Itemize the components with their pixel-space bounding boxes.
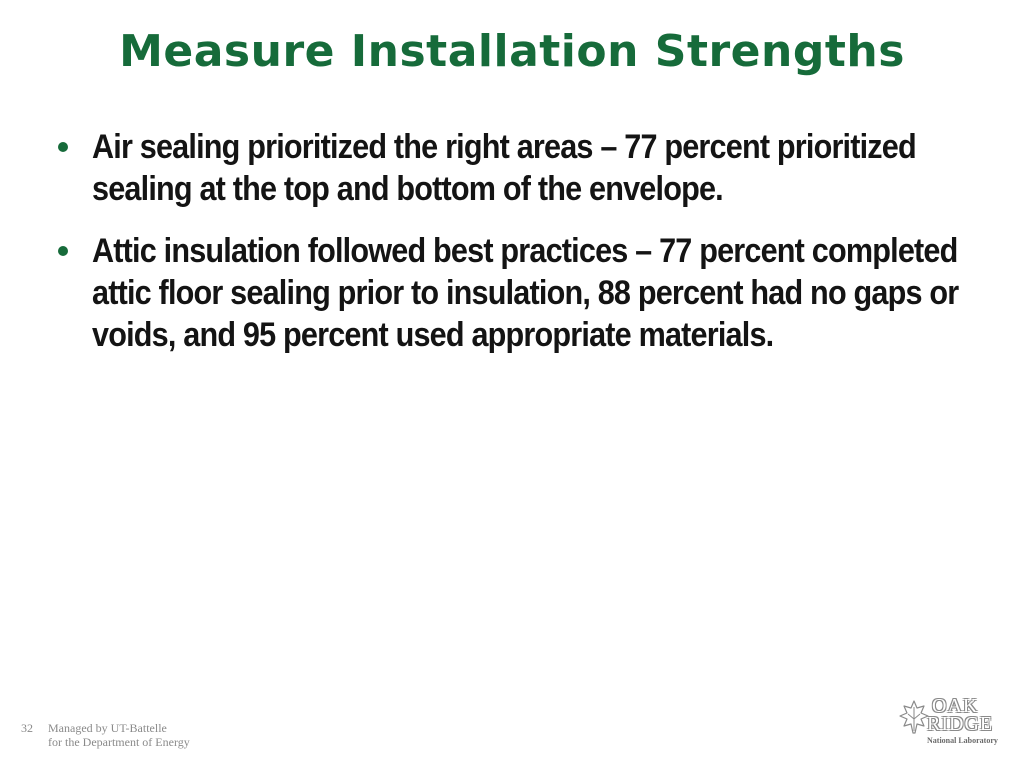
bullet-item bbox=[56, 126, 1016, 210]
logo-word-ridge: RIDGE bbox=[927, 713, 994, 735]
bullet-dot-icon bbox=[58, 246, 68, 256]
bullet-dot-icon bbox=[58, 142, 68, 152]
leaf-icon bbox=[899, 699, 929, 735]
slide-title: Measure Installation Strengths bbox=[119, 26, 905, 77]
bullet-text: Air sealing prioritized the right areas – 77 percent prioritized sealing at the top and bottom of the envelope. bbox=[92, 128, 916, 208]
bullet-text: Attic insulation followed best practices – 77 percent completed attic floor sealing prior to insulation, 88 percent had no gaps or voids, and 95 percent used appropriate materials. bbox=[92, 232, 959, 354]
logo-word-oak: OAK bbox=[932, 695, 979, 717]
managed-by-text bbox=[48, 721, 190, 749]
logo-subtitle: National Laboratory bbox=[927, 736, 998, 745]
managed-line-1: Managed by UT-Battelle bbox=[48, 721, 167, 735]
bullet-item bbox=[56, 230, 1016, 356]
page-number: 32 bbox=[21, 721, 33, 735]
bullet-list bbox=[56, 126, 1016, 376]
oak-ridge-logo bbox=[899, 695, 1005, 749]
managed-line-2: for the Department of Energy bbox=[48, 735, 190, 749]
